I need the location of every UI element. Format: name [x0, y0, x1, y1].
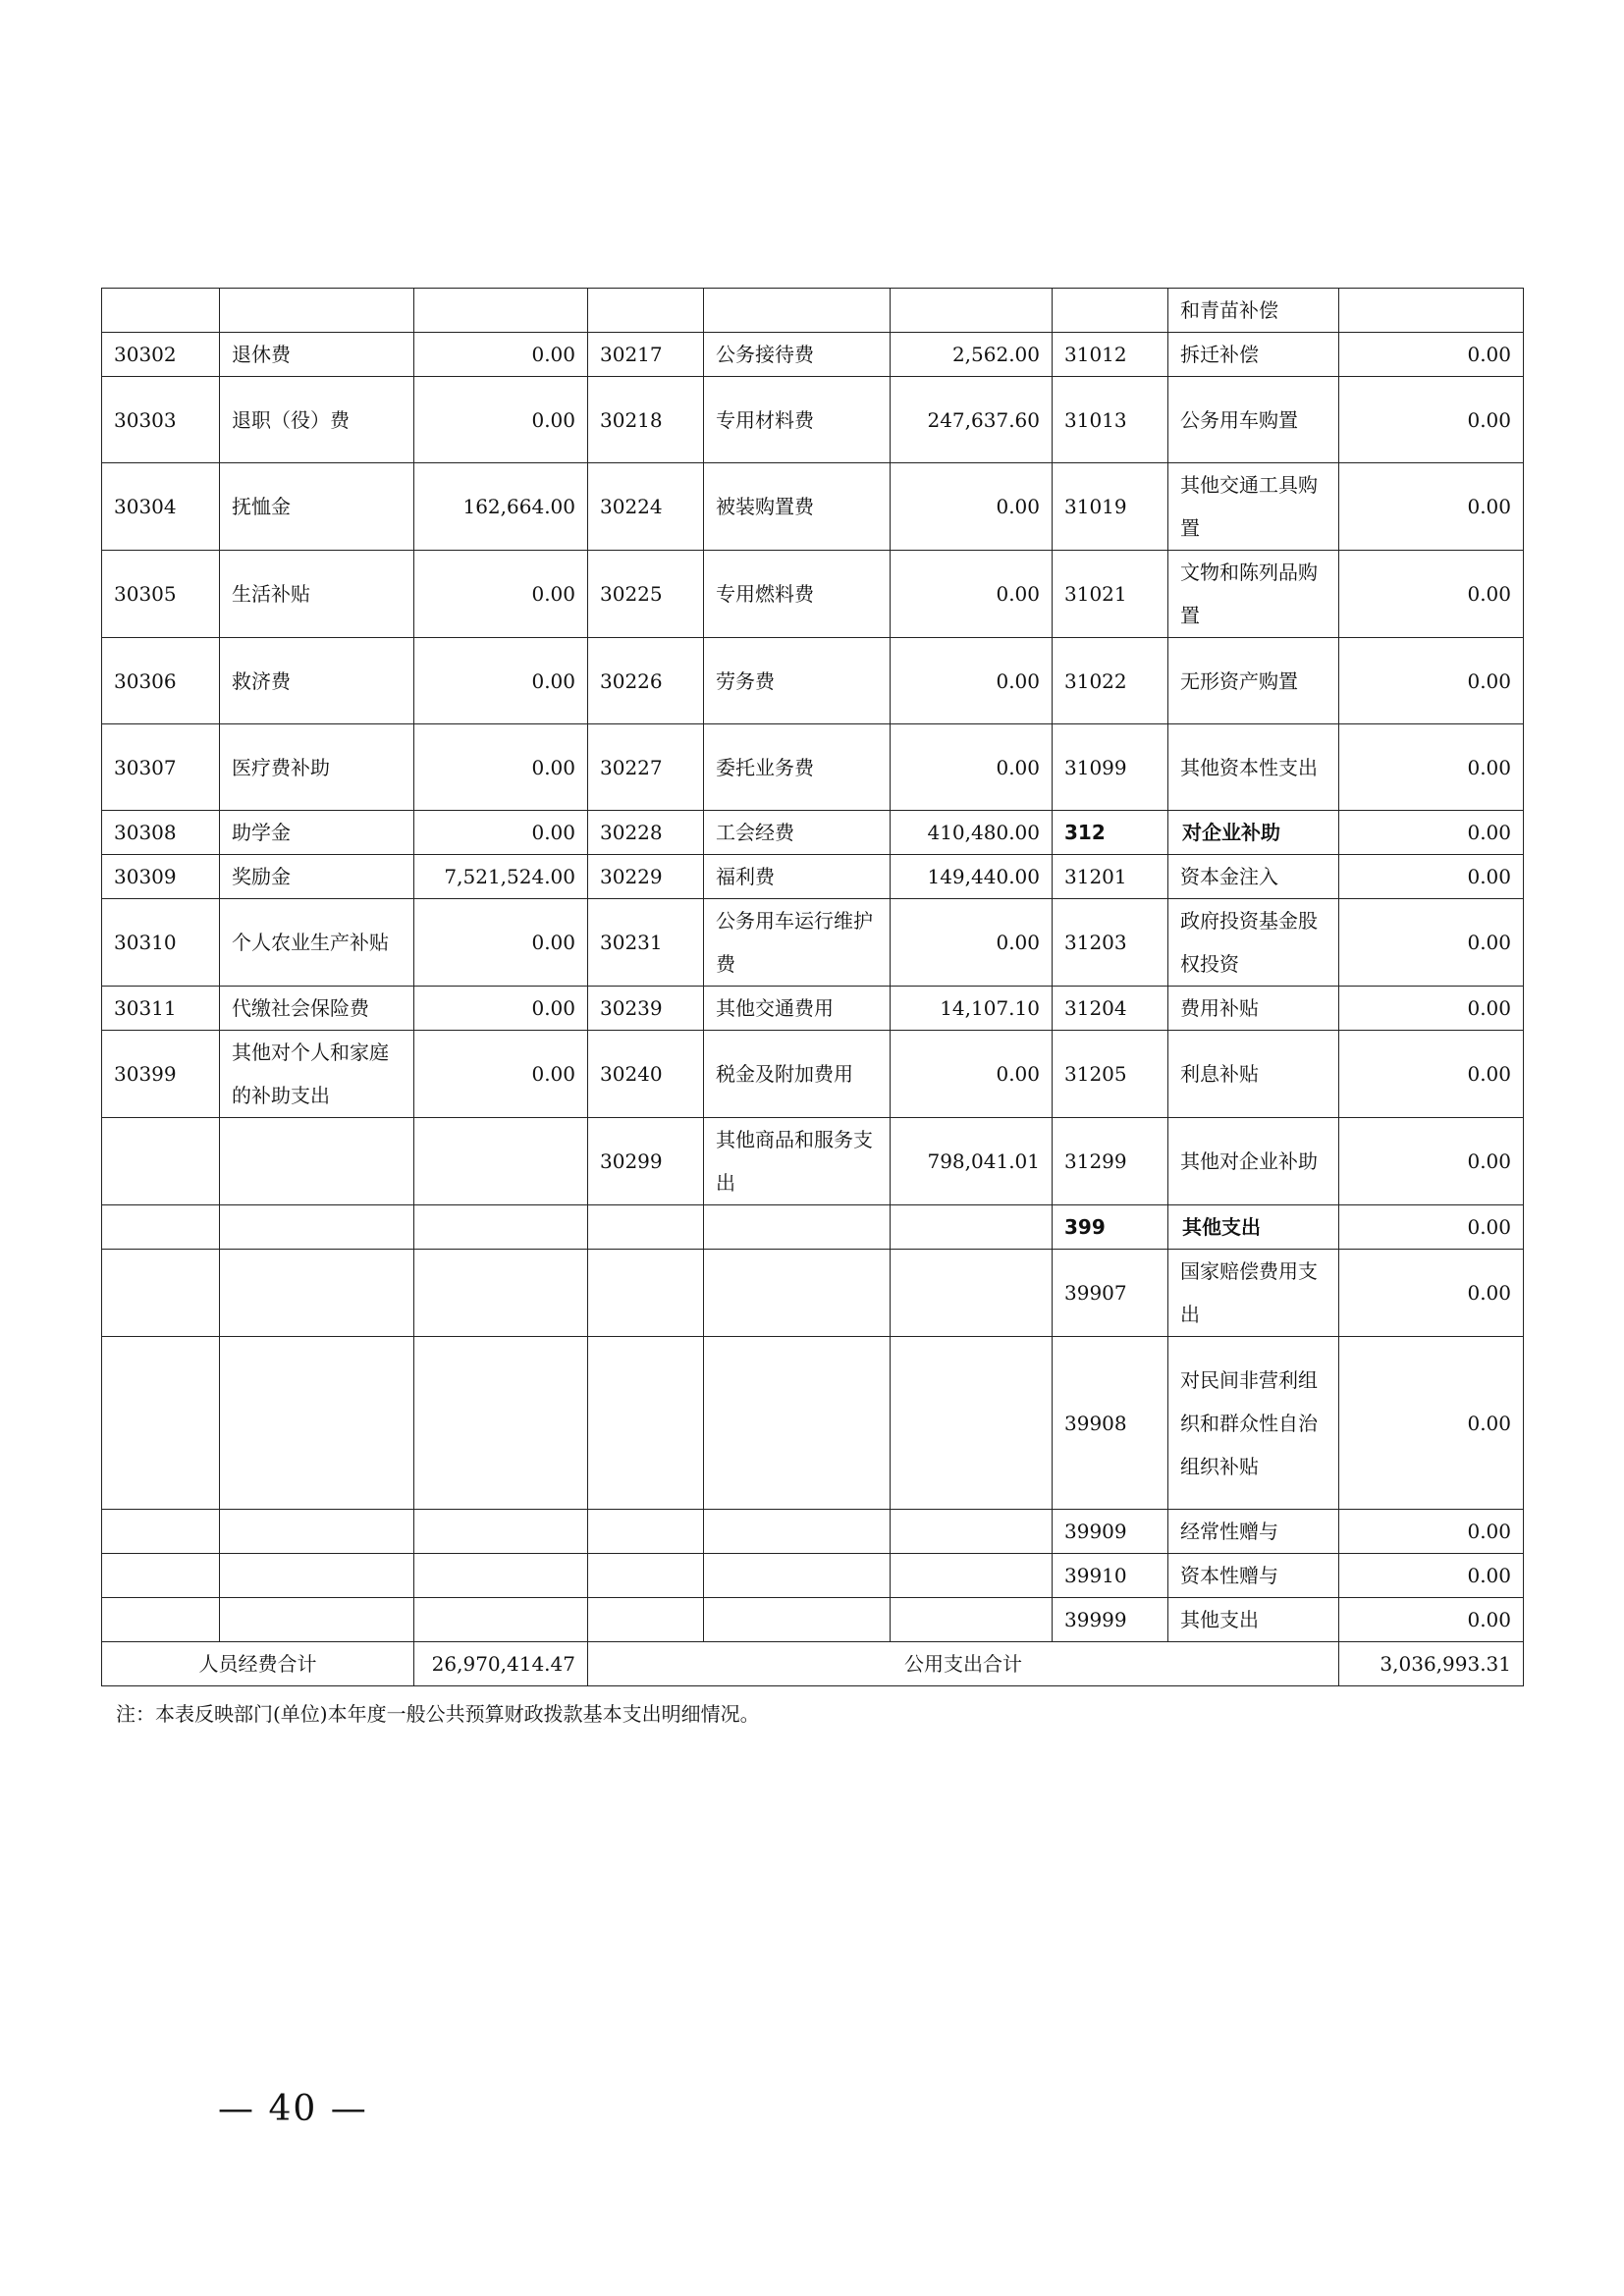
capital-amount-cell — [1339, 289, 1524, 333]
capital-item-cell: 对企业补助 — [1168, 811, 1339, 855]
personnel-amount-cell — [414, 1118, 588, 1205]
goods-code-cell: 30231 — [588, 899, 704, 987]
goods-amount-cell — [891, 1510, 1053, 1554]
personnel-amount-cell: 0.00 — [414, 333, 588, 377]
personnel-item-cell — [220, 1205, 414, 1250]
personnel-code-cell — [102, 1205, 220, 1250]
personnel-item-cell: 医疗费补助 — [220, 724, 414, 811]
goods-amount-cell: 0.00 — [891, 463, 1053, 551]
capital-amount-cell: 0.00 — [1339, 1118, 1524, 1205]
table-row — [102, 377, 1524, 463]
personnel-item-cell: 救济费 — [220, 638, 414, 724]
capital-code-cell: 39908 — [1053, 1337, 1168, 1510]
personnel-item-cell — [220, 289, 414, 333]
personnel-code-cell — [102, 1337, 220, 1510]
table-row — [102, 551, 1524, 638]
capital-amount-cell: 0.00 — [1339, 724, 1524, 811]
personnel-code-cell: 30307 — [102, 724, 220, 811]
capital-amount-cell: 0.00 — [1339, 463, 1524, 551]
capital-code-cell: 399 — [1053, 1205, 1168, 1250]
capital-code-cell: 31299 — [1053, 1118, 1168, 1205]
capital-code-cell: 31205 — [1053, 1031, 1168, 1118]
personnel-item-cell — [220, 1250, 414, 1337]
capital-code-cell: 39909 — [1053, 1510, 1168, 1554]
personnel-code-cell — [102, 289, 220, 333]
capital-code-cell: 31203 — [1053, 899, 1168, 987]
goods-amount-cell — [891, 1554, 1053, 1598]
capital-amount-cell: 0.00 — [1339, 811, 1524, 855]
personnel-amount-cell: 0.00 — [414, 987, 588, 1031]
personnel-amount-cell: 0.00 — [414, 1031, 588, 1118]
personnel-amount-cell: 0.00 — [414, 551, 588, 638]
goods-amount-cell: 0.00 — [891, 724, 1053, 811]
goods-amount-cell: 798,041.01 — [891, 1118, 1053, 1205]
capital-code-cell: 39999 — [1053, 1598, 1168, 1642]
personnel-code-cell — [102, 1598, 220, 1642]
capital-item-cell: 公务用车购置 — [1168, 377, 1339, 463]
goods-item-cell: 其他商品和服务支出 — [704, 1118, 891, 1205]
capital-amount-cell: 0.00 — [1339, 333, 1524, 377]
goods-code-cell — [588, 289, 704, 333]
personnel-item-cell — [220, 1554, 414, 1598]
capital-item-cell: 资本性赠与 — [1168, 1554, 1339, 1598]
goods-code-cell: 30239 — [588, 987, 704, 1031]
goods-item-cell — [704, 1337, 891, 1510]
personnel-code-cell — [102, 1554, 220, 1598]
capital-code-cell: 31022 — [1053, 638, 1168, 724]
goods-item-cell: 委托业务费 — [704, 724, 891, 811]
table-row — [102, 333, 1524, 377]
capital-item-cell: 文物和陈列品购置 — [1168, 551, 1339, 638]
goods-code-cell — [588, 1205, 704, 1250]
personnel-code-cell: 30308 — [102, 811, 220, 855]
goods-code-cell: 30240 — [588, 1031, 704, 1118]
capital-item-cell: 对民间非营利组织和群众性自治组织补贴 — [1168, 1337, 1339, 1510]
capital-amount-cell: 0.00 — [1339, 551, 1524, 638]
goods-item-cell: 公务接待费 — [704, 333, 891, 377]
table-row — [102, 1337, 1524, 1510]
capital-amount-cell: 0.00 — [1339, 987, 1524, 1031]
capital-amount-cell: 0.00 — [1339, 899, 1524, 987]
goods-code-cell — [588, 1510, 704, 1554]
goods-item-cell: 其他交通费用 — [704, 987, 891, 1031]
goods-amount-cell: 247,637.60 — [891, 377, 1053, 463]
capital-code-cell: 31099 — [1053, 724, 1168, 811]
table-row — [102, 1031, 1524, 1118]
goods-code-cell: 30218 — [588, 377, 704, 463]
goods-item-cell: 税金及附加费用 — [704, 1031, 891, 1118]
table-row — [102, 638, 1524, 724]
goods-code-cell — [588, 1250, 704, 1337]
capital-item-cell: 其他对企业补助 — [1168, 1118, 1339, 1205]
capital-amount-cell: 0.00 — [1339, 638, 1524, 724]
personnel-amount-cell — [414, 1205, 588, 1250]
capital-code-cell: 31204 — [1053, 987, 1168, 1031]
personnel-total-value: 26,970,414.47 — [414, 1642, 588, 1686]
personnel-code-cell: 30303 — [102, 377, 220, 463]
personnel-amount-cell — [414, 1250, 588, 1337]
goods-item-cell: 福利费 — [704, 855, 891, 899]
goods-item-cell — [704, 1205, 891, 1250]
capital-code-cell: 31201 — [1053, 855, 1168, 899]
personnel-amount-cell — [414, 1554, 588, 1598]
goods-code-cell: 30224 — [588, 463, 704, 551]
table-body — [102, 289, 1524, 1642]
capital-amount-cell: 0.00 — [1339, 1598, 1524, 1642]
goods-item-cell: 工会经费 — [704, 811, 891, 855]
capital-item-cell: 拆迁补偿 — [1168, 333, 1339, 377]
personnel-item-cell: 退休费 — [220, 333, 414, 377]
goods-code-cell — [588, 1598, 704, 1642]
table-row — [102, 987, 1524, 1031]
personnel-item-cell: 个人农业生产补贴 — [220, 899, 414, 987]
goods-amount-cell: 0.00 — [891, 551, 1053, 638]
personnel-code-cell: 30302 — [102, 333, 220, 377]
goods-item-cell — [704, 1554, 891, 1598]
capital-amount-cell: 0.00 — [1339, 1554, 1524, 1598]
capital-code-cell: 31012 — [1053, 333, 1168, 377]
personnel-code-cell: 30310 — [102, 899, 220, 987]
personnel-item-cell: 助学金 — [220, 811, 414, 855]
goods-code-cell — [588, 1554, 704, 1598]
capital-item-cell: 经常性赠与 — [1168, 1510, 1339, 1554]
personnel-item-cell: 抚恤金 — [220, 463, 414, 551]
goods-item-cell — [704, 1598, 891, 1642]
budget-detail-table — [101, 288, 1524, 1686]
goods-amount-cell — [891, 1337, 1053, 1510]
personnel-amount-cell — [414, 1337, 588, 1510]
capital-amount-cell: 0.00 — [1339, 1205, 1524, 1250]
capital-item-cell: 其他支出 — [1168, 1205, 1339, 1250]
personnel-code-cell: 30399 — [102, 1031, 220, 1118]
personnel-item-cell — [220, 1118, 414, 1205]
personnel-total-label: 人员经费合计 — [102, 1642, 414, 1686]
table-row — [102, 899, 1524, 987]
goods-amount-cell: 14,107.10 — [891, 987, 1053, 1031]
public-total-label: 公用支出合计 — [588, 1642, 1339, 1686]
goods-item-cell — [704, 1510, 891, 1554]
goods-code-cell: 30228 — [588, 811, 704, 855]
goods-code-cell: 30226 — [588, 638, 704, 724]
capital-amount-cell: 0.00 — [1339, 1510, 1524, 1554]
capital-amount-cell: 0.00 — [1339, 855, 1524, 899]
personnel-amount-cell: 0.00 — [414, 377, 588, 463]
personnel-amount-cell: 0.00 — [414, 899, 588, 987]
table-row — [102, 1205, 1524, 1250]
goods-amount-cell — [891, 1205, 1053, 1250]
capital-code-cell: 31013 — [1053, 377, 1168, 463]
personnel-item-cell — [220, 1510, 414, 1554]
capital-amount-cell: 0.00 — [1339, 377, 1524, 463]
capital-code-cell: 31021 — [1053, 551, 1168, 638]
table-row — [102, 1554, 1524, 1598]
goods-code-cell: 30217 — [588, 333, 704, 377]
capital-code-cell — [1053, 289, 1168, 333]
personnel-amount-cell — [414, 1510, 588, 1554]
goods-amount-cell: 410,480.00 — [891, 811, 1053, 855]
table-row — [102, 1250, 1524, 1337]
personnel-item-cell: 退职（役）费 — [220, 377, 414, 463]
table-row — [102, 1118, 1524, 1205]
capital-item-cell: 和青苗补偿 — [1168, 289, 1339, 333]
page-number: — 40 — — [218, 2089, 368, 2129]
goods-code-cell — [588, 1337, 704, 1510]
personnel-item-cell — [220, 1337, 414, 1510]
goods-item-cell: 公务用车运行维护费 — [704, 899, 891, 987]
goods-item-cell — [704, 1250, 891, 1337]
capital-item-cell: 其他资本性支出 — [1168, 724, 1339, 811]
capital-item-cell: 资本金注入 — [1168, 855, 1339, 899]
capital-code-cell: 312 — [1053, 811, 1168, 855]
personnel-code-cell: 30309 — [102, 855, 220, 899]
capital-amount-cell: 0.00 — [1339, 1337, 1524, 1510]
goods-item-cell: 专用材料费 — [704, 377, 891, 463]
table-row — [102, 724, 1524, 811]
goods-amount-cell — [891, 1598, 1053, 1642]
goods-amount-cell: 2,562.00 — [891, 333, 1053, 377]
goods-amount-cell — [891, 1250, 1053, 1337]
goods-amount-cell: 0.00 — [891, 899, 1053, 987]
personnel-code-cell — [102, 1510, 220, 1554]
personnel-amount-cell — [414, 289, 588, 333]
personnel-code-cell — [102, 1250, 220, 1337]
capital-item-cell: 政府投资基金股权投资 — [1168, 899, 1339, 987]
goods-code-cell: 30299 — [588, 1118, 704, 1205]
capital-item-cell: 其他交通工具购置 — [1168, 463, 1339, 551]
table-row — [102, 289, 1524, 333]
personnel-code-cell: 30305 — [102, 551, 220, 638]
goods-item-cell: 被装购置费 — [704, 463, 891, 551]
personnel-code-cell — [102, 1118, 220, 1205]
personnel-amount-cell: 0.00 — [414, 724, 588, 811]
goods-amount-cell — [891, 289, 1053, 333]
goods-amount-cell: 149,440.00 — [891, 855, 1053, 899]
personnel-item-cell — [220, 1598, 414, 1642]
table-row — [102, 463, 1524, 551]
personnel-amount-cell — [414, 1598, 588, 1642]
goods-code-cell: 30227 — [588, 724, 704, 811]
personnel-code-cell: 30304 — [102, 463, 220, 551]
personnel-amount-cell: 7,521,524.00 — [414, 855, 588, 899]
personnel-item-cell: 奖励金 — [220, 855, 414, 899]
capital-item-cell: 利息补贴 — [1168, 1031, 1339, 1118]
capital-code-cell: 39910 — [1053, 1554, 1168, 1598]
personnel-amount-cell: 0.00 — [414, 638, 588, 724]
personnel-code-cell: 30311 — [102, 987, 220, 1031]
table-row — [102, 1598, 1524, 1642]
capital-item-cell: 国家赔偿费用支出 — [1168, 1250, 1339, 1337]
totals-row — [102, 1642, 1524, 1686]
capital-code-cell: 39907 — [1053, 1250, 1168, 1337]
goods-item-cell: 劳务费 — [704, 638, 891, 724]
goods-code-cell: 30225 — [588, 551, 704, 638]
personnel-item-cell: 生活补贴 — [220, 551, 414, 638]
capital-code-cell: 31019 — [1053, 463, 1168, 551]
capital-item-cell: 其他支出 — [1168, 1598, 1339, 1642]
capital-item-cell: 费用补贴 — [1168, 987, 1339, 1031]
personnel-amount-cell: 0.00 — [414, 811, 588, 855]
personnel-item-cell: 其他对个人和家庭的补助支出 — [220, 1031, 414, 1118]
goods-item-cell: 专用燃料费 — [704, 551, 891, 638]
personnel-item-cell: 代缴社会保险费 — [220, 987, 414, 1031]
goods-code-cell: 30229 — [588, 855, 704, 899]
goods-amount-cell: 0.00 — [891, 638, 1053, 724]
capital-item-cell: 无形资产购置 — [1168, 638, 1339, 724]
table-row — [102, 1510, 1524, 1554]
table-row — [102, 811, 1524, 855]
capital-amount-cell: 0.00 — [1339, 1031, 1524, 1118]
goods-amount-cell: 0.00 — [891, 1031, 1053, 1118]
public-total-value: 3,036,993.31 — [1339, 1642, 1524, 1686]
table-note: 注：本表反映部门(单位)本年度一般公共预算财政拨款基本支出明细情况。 — [116, 1702, 760, 1726]
goods-item-cell — [704, 289, 891, 333]
personnel-code-cell: 30306 — [102, 638, 220, 724]
table-row — [102, 855, 1524, 899]
capital-amount-cell: 0.00 — [1339, 1250, 1524, 1337]
personnel-amount-cell: 162,664.00 — [414, 463, 588, 551]
